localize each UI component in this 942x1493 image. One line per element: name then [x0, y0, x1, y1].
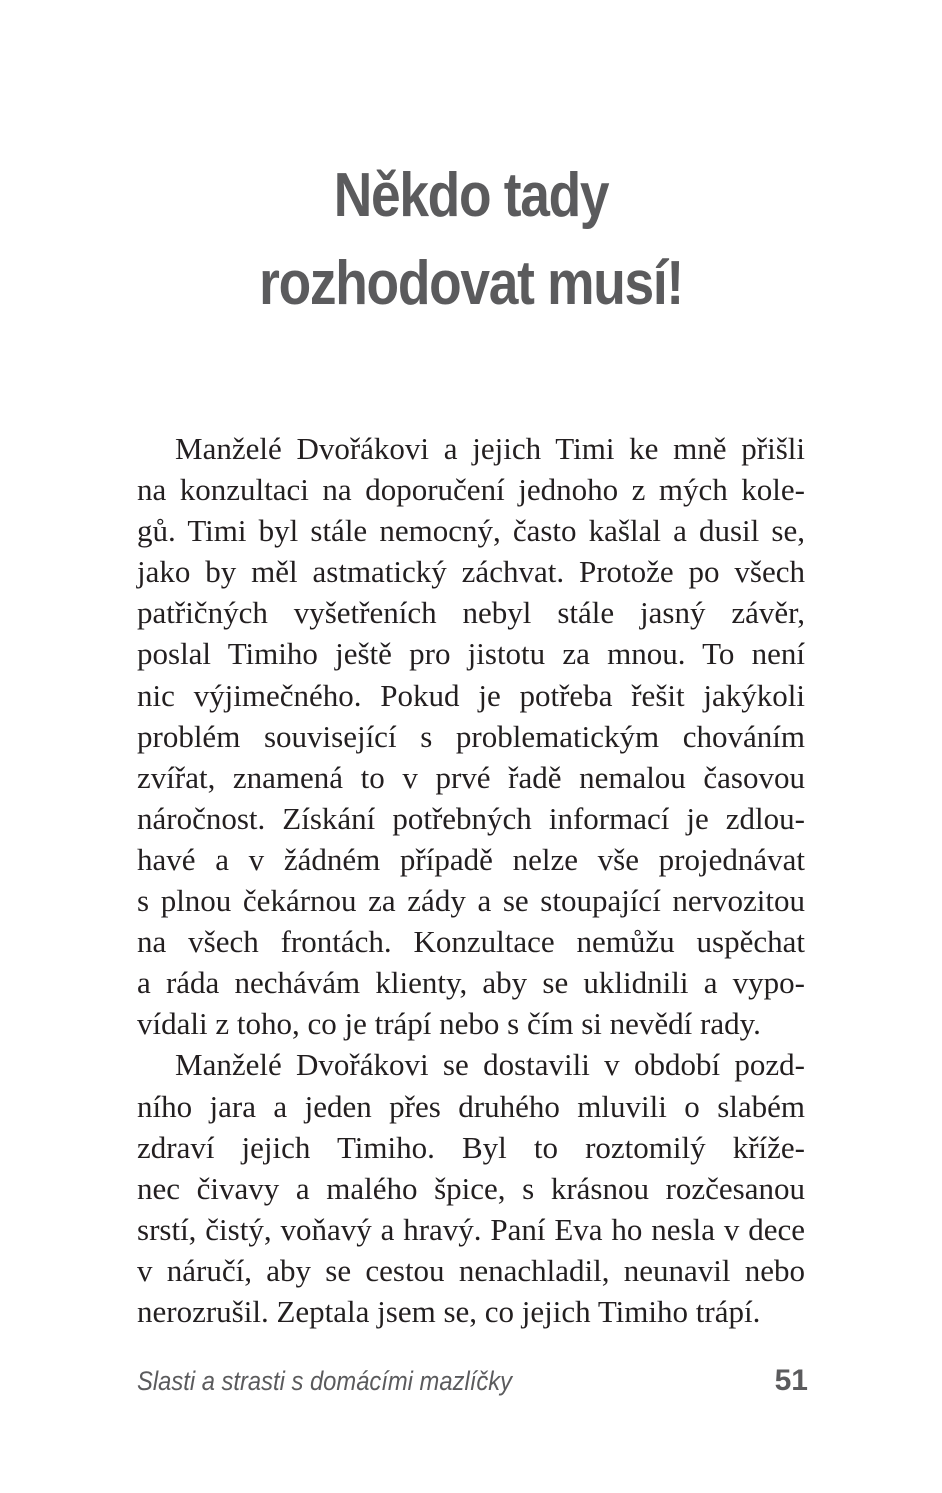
text-line: srstí, čistý, voňavý a hravý. Paní Eva ho nesla v dece	[137, 1211, 805, 1247]
text-line: nec čivavy a malého špice, s krásnou rozčesanou	[137, 1170, 805, 1206]
running-footer-title: Slasti a strasti s domácími mazlíčky	[137, 1366, 512, 1396]
text-line: poslal Timiho ještě pro jistotu za mnou. To není	[137, 636, 805, 672]
text-line: patřičných vyšetřeních nebyl stále jasný závěr,	[137, 595, 805, 631]
text-line: vídali z toho, co je trápí nebo s čím si nevědí rady.	[137, 1006, 761, 1042]
text-line: nerozrušil. Zeptala jsem se, co jejich Timiho trápí.	[137, 1293, 761, 1329]
text-line: Manželé Dvořákovi a jejich Timi ke mně přišli	[175, 431, 805, 466]
text-line: problém související s problematickým chováním	[137, 718, 805, 754]
page-number: 51	[774, 1364, 808, 1397]
body-text	[137, 428, 805, 1332]
text-line: a ráda nechávám klienty, aby se uklidnili a vypo-	[137, 965, 805, 1001]
paragraph	[137, 428, 805, 1044]
text-line: zvířat, znamená to v prvé řadě nemalou časovou	[137, 759, 805, 795]
chapter-title-line: Někdo tady	[333, 161, 609, 230]
text-line: gů. Timi byl stále nemocný, často kašlal a dusil se,	[137, 513, 805, 549]
text-line: náročnost. Získání potřebných informací je zdlou-	[137, 800, 805, 836]
text-line: v náručí, aby se cestou nenachladil, neunavil nebo	[137, 1252, 805, 1288]
text-line: jako by měl astmatický záchvat. Protože po všech	[137, 554, 805, 590]
text-line: nic výjimečného. Pokud je potřeba řešit jakýkoli	[137, 677, 805, 713]
chapter-title-line: rozhodovat musí!	[259, 249, 683, 318]
paragraph	[137, 1044, 805, 1332]
text-line: na všech frontách. Konzultace nemůžu uspěchat	[137, 924, 805, 960]
text-line: na konzultaci na doporučení jednoho z mých kole-	[137, 472, 805, 508]
text-line: zdraví jejich Timiho. Byl to roztomilý kříže-	[137, 1129, 805, 1165]
text-line: Manželé Dvořákovi se dostavili v období pozd-	[175, 1047, 805, 1083]
text-line: s plnou čekárnou za zády a se stoupající nervozitou	[137, 883, 805, 919]
chapter-title	[66, 152, 876, 328]
text-line: havé a v žádném případě nelze vše projednávat	[137, 841, 805, 877]
text-line: ního jara a jeden přes druhého mluvili o slabém	[137, 1088, 805, 1124]
